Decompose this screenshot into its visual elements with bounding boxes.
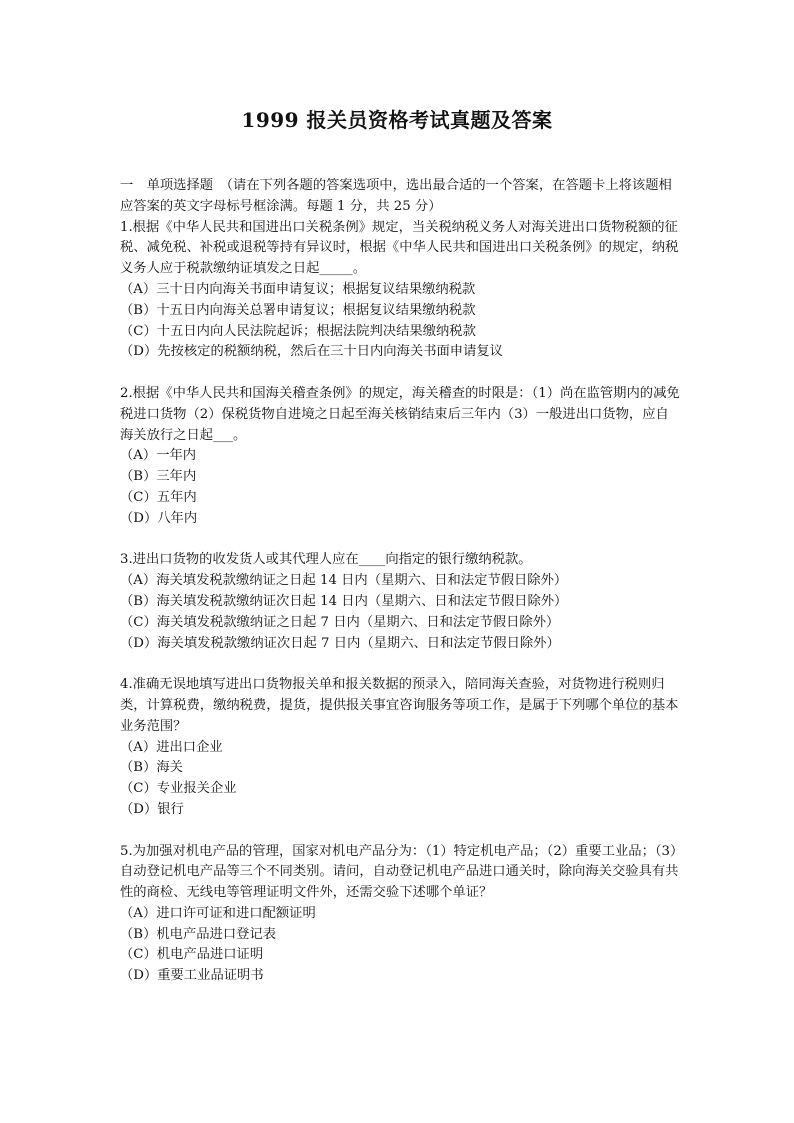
question-stem: 5.为加强对机电产品的管理，国家对机电产品分为：（1）特定机电产品；（2）重要工业品；（3）自动登记机电产品等三个不同类别。请问，自动登记机电产品进口通关时，除向海关交验具有共性的商检、无线电等管理证明文件外，还需交验下述哪个单证？ xyxy=(120,843,679,901)
option-d: （D）重要工业品证明书 xyxy=(120,968,264,984)
question-3 xyxy=(120,550,680,654)
option-c: （C）十五日内向人民法院起诉；根据法院判决结果缴纳税款 xyxy=(120,323,476,339)
option-a: （A）三十日内向海关书面申请复议；根据复议结果缴纳税款 xyxy=(120,281,476,297)
option-d: （D）八年内 xyxy=(120,510,198,526)
option-d: （D）先按核定的税额纳税，然后在三十日内向海关书面申请复议 xyxy=(120,344,503,360)
document-title: 1999 报关员资格考试真题及答案 xyxy=(241,108,553,132)
option-d: （D）海关填发税款缴纳证次日起 7 日内（星期六、日和法定节假日除外） xyxy=(120,635,560,651)
option-c: （C）五年内 xyxy=(120,489,197,505)
option-a: （A）进口许可证和进口配额证明 xyxy=(120,905,316,921)
option-b: （B）十五日内向海关总署申请复议；根据复议结果缴纳税款 xyxy=(120,302,476,318)
question-stem: 2.根据《中华人民共和国海关稽查条例》的规定，海关稽查的时限是：（1）尚在监管期内的减免税进口货物（2）保税货物自进境之日起至海关核销结束后三年内（3）一般进出口货物，应自海关放行之日起___。 xyxy=(120,385,680,443)
document-body xyxy=(120,176,680,1008)
question-5 xyxy=(120,842,680,988)
option-b: （B）三年内 xyxy=(120,469,197,485)
question-stem: 4.准确无误地填写进出口货物报关单和报关数据的预录入，陪同海关查验，对货物进行税则归类，计算税费，缴纳税费，提货，提供报关事宜咨询服务等项工作，是属于下列哪个单位的基本业务范围？ xyxy=(120,677,679,734)
option-c: （C）专业报关企业 xyxy=(120,781,237,797)
question-stem: 1.根据《中华人民共和国进出口关税条例》规定，当关税纳税义务人对海关进出口货物税额的征税、减免税、补税或退税等持有异议时，根据《中华人民共和国进出口关税条例》的规定，纳税义务人应于税款缴纳证填发之日起_____。 xyxy=(120,219,679,277)
option-c: （C）海关填发税款缴纳证之日起 7 日内（星期六、日和法定节假日除外） xyxy=(120,614,560,630)
option-d: （D）银行 xyxy=(120,801,184,817)
question-stem: 3.进出口货物的收发货人或其代理人应在____向指定的银行缴纳税款。 xyxy=(120,552,532,568)
option-a: （A）进出口企业 xyxy=(120,739,223,755)
option-c: （C）机电产品进口证明 xyxy=(120,947,264,963)
option-b: （B）机电产品进口登记表 xyxy=(120,926,277,942)
section-intro: 一 单项选择题 （请在下列各题的答案选项中，选出最合适的一个答案，在答题卡上将该题相应答案的英文字母标号框涂满。每题 1 分，共 25 分） xyxy=(120,178,672,214)
option-b: （B）海关填发税款缴纳证次日起 14 日内（星期六、日和法定节假日除外） xyxy=(120,593,568,609)
question-1 xyxy=(120,218,680,364)
option-a: （A）海关填发税款缴纳证之日起 14 日内（星期六、日和法定节假日除外） xyxy=(120,573,568,589)
question-4 xyxy=(120,675,680,821)
question-2 xyxy=(120,384,680,530)
option-a: （A）一年内 xyxy=(120,448,197,464)
option-b: （B）海关 xyxy=(120,760,183,776)
